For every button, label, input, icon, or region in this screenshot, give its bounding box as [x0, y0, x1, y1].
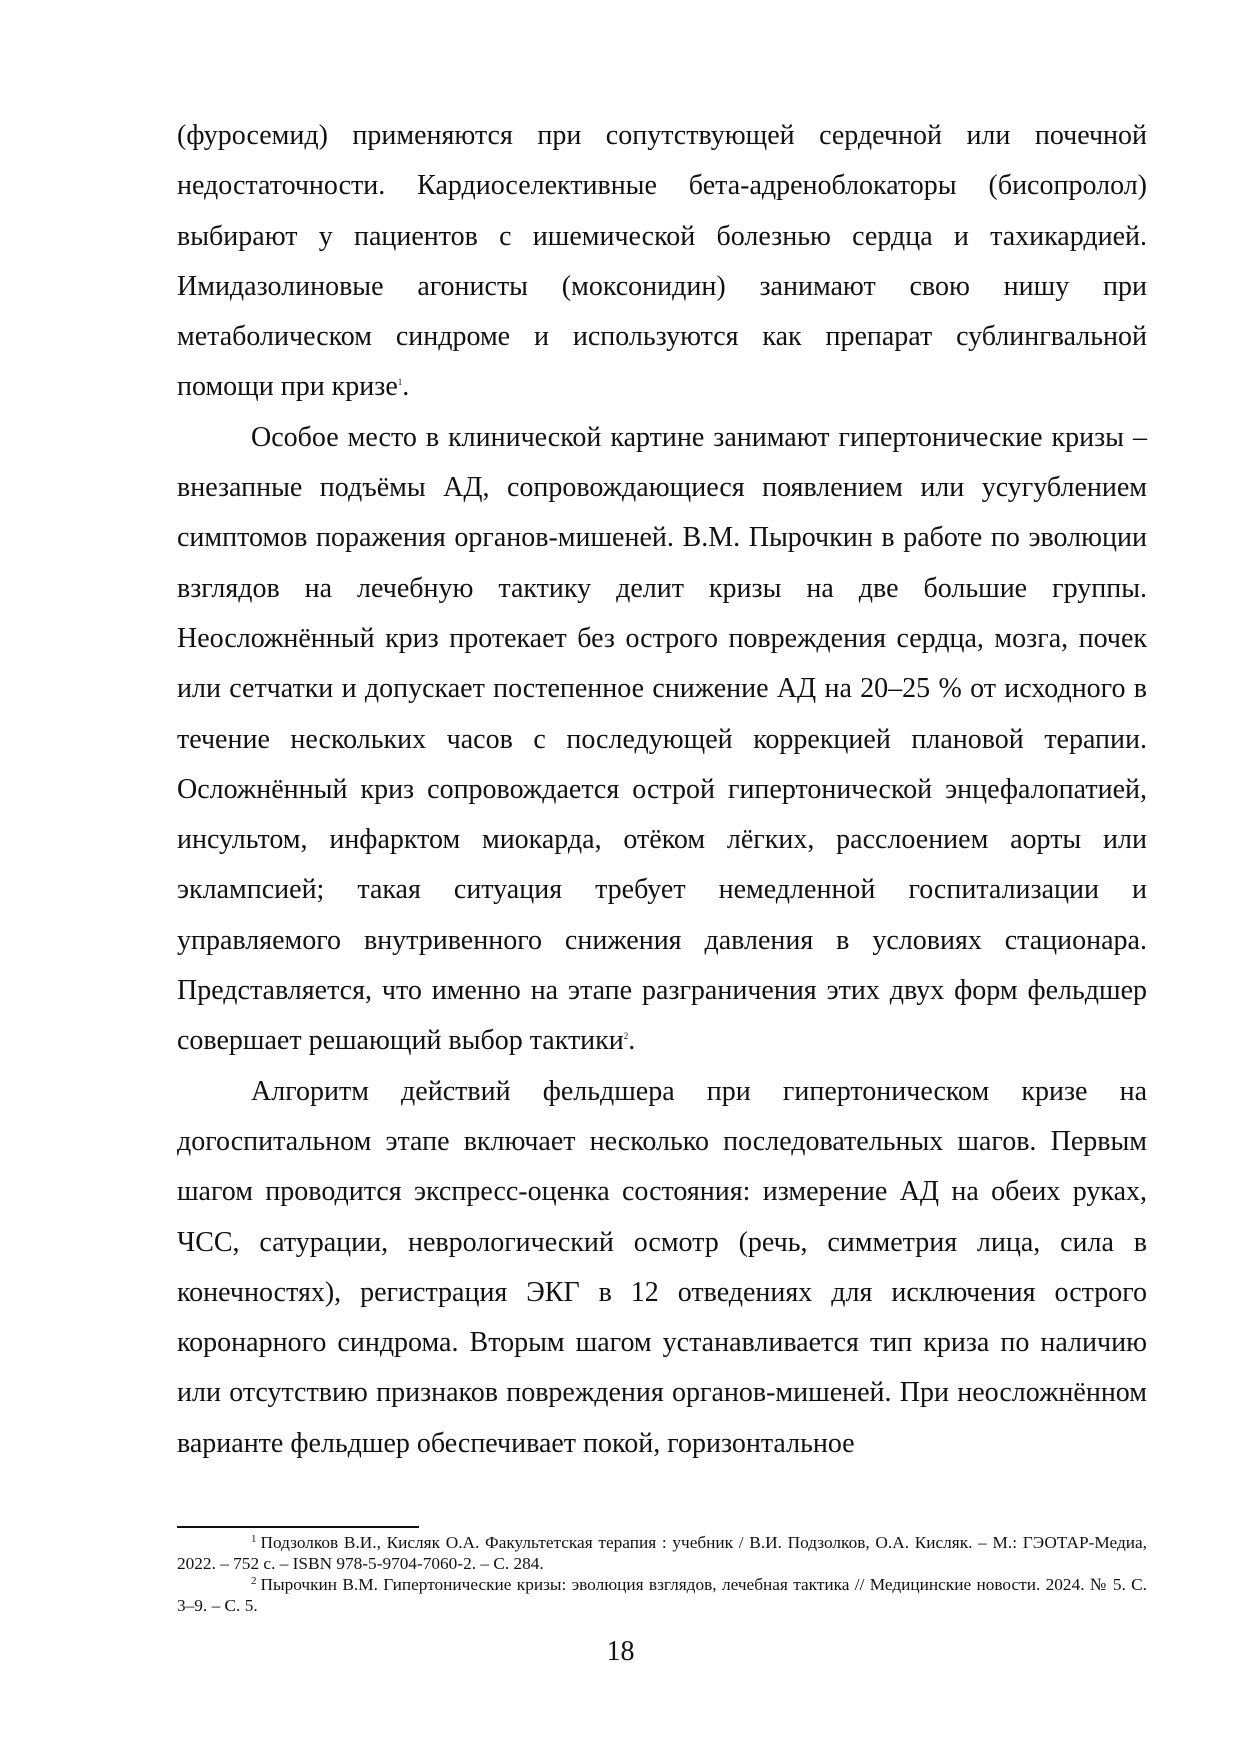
paragraph-3-text: Алгоритм действий фельдшера при гипертоническом кризе на догоспитальном этапе включает несколько последовательных шагов. Первым шагом проводится экспресс-оценка состояния: измерение АД на обеих руках, ЧСС, сатурации, неврологический осмотр (речь, симметрия лица, сила в конечностях), регистрация ЭКГ в 12 отведениях для исключения острого коронарного синдрома. Вторым шагом устанавливается тип криза по наличию или отсутствию признаков повреждения органов-мишеней. При неосложнённом варианте фельдшер обеспечивает покой, горизонтальное	[177, 1075, 1147, 1459]
paragraph-2-text: Особое место в клинической картине занимают гипертонические кризы – внезапные подъёмы АД, сопровождающиеся появлением или усугублением симптомов поражения органов-мишеней. В.М. Пырочкин в работе по эволюции взглядов на лечебную тактику делит кризы на две большие группы. Неосложнённый криз протекает без острого повреждения сердца, мозга, почек или сетчатки и допускает постепенное снижение АД на 20–25 % от исходного в течение нескольких часов с последующей коррекцией плановой терапии. Осложнённый криз сопровождается острой гипертонической энцефалопатией, инсультом, инфарктом миокарда, отёком лёгких, расслоением аорты или эклампсией; такая ситуация требует немедленной госпитализации и управляемого внутривенного снижения давления в условиях стационара. Представляется, что именно на этапе разграничения этих двух форм фельдшер совершает решающий выбор тактики	[177, 421, 1147, 1057]
footnote-separator	[177, 1526, 419, 1528]
body-text	[177, 111, 1147, 1469]
page-number: 18	[606, 1636, 635, 1667]
footnote-2	[177, 1574, 1147, 1616]
paragraph-2	[177, 413, 1147, 1067]
footnote-reference-1[interactable]: 1	[397, 377, 403, 388]
paragraph-1-tail: .	[402, 371, 410, 403]
footnote-1	[177, 1532, 1147, 1574]
footnote-reference-2[interactable]: 2	[623, 1031, 629, 1042]
footnote-1-text: Подзолков В.И., Кисляк О.А. Факультетская терапия : учебник / В.И. Подзолков, О.А. Кисляк. – М.: ГЭОТАР-Медиа, 2022. – 752 с. – ISBN 978-5-9704-7060-2. – С. 284.	[177, 1533, 1147, 1573]
footnote-1-number: 1	[251, 1533, 257, 1545]
paragraph-3	[177, 1067, 1147, 1469]
paragraph-1-text: (фуросемид) применяются при сопутствующей сердечной или почечной недостаточности. Кардиоселективные бета-адреноблокаторы (бисопролол) выбирают у пациентов с ишемической болезнью сердца и тахикардией. Имидазолиновые агонисты (моксонидин) занимают свою нишу при метаболическом синдроме и используются как препарат сублингвальной помощи при кризе	[177, 120, 1147, 403]
paragraph-2-tail: .	[628, 1025, 636, 1057]
footnote-2-text: Пырочкин В.М. Гипертонические кризы: эволюция взглядов, лечебная тактика // Медицинские новости. 2024. № 5. С. 3–9. – С. 5.	[177, 1575, 1147, 1615]
footnotes	[177, 1532, 1147, 1616]
footnote-2-number: 2	[251, 1575, 257, 1587]
paragraph-1	[177, 111, 1147, 413]
